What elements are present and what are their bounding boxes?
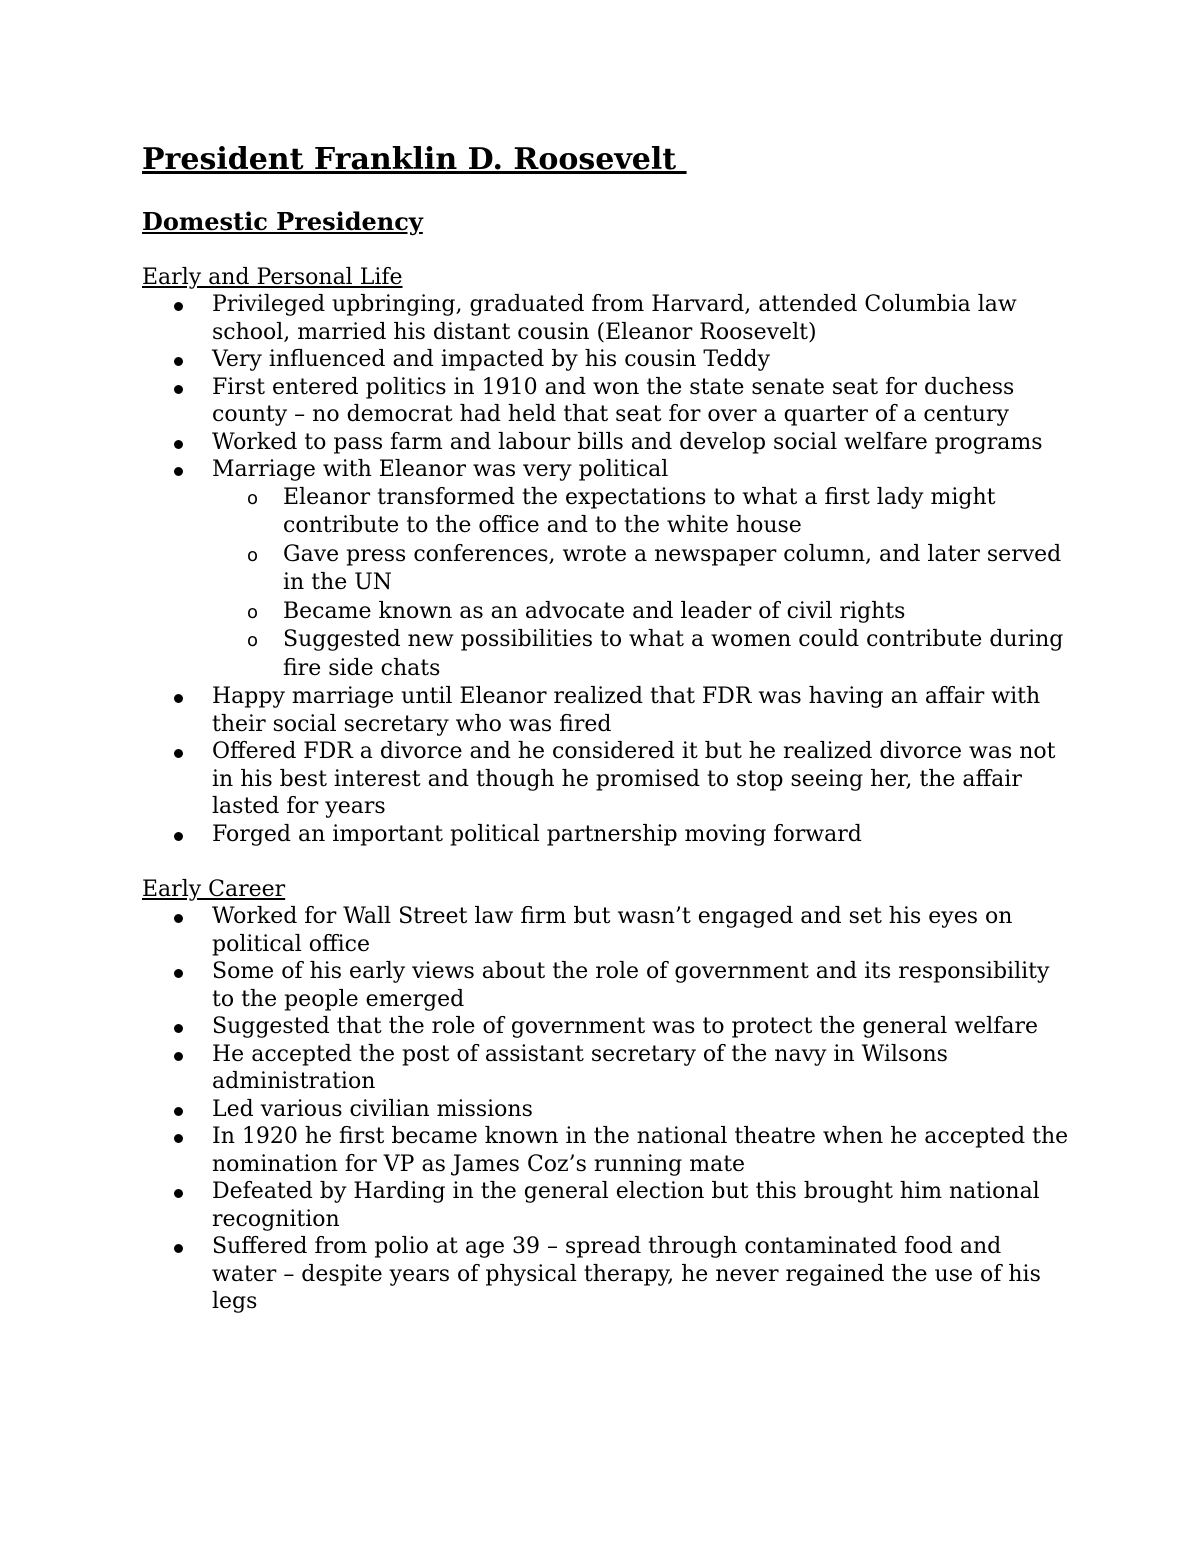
bullet-icon <box>174 302 183 311</box>
sub-list-item-text: Eleanor transformed the expectations to what a first lady might contribute to the office and to the white house <box>283 484 996 538</box>
list-item <box>142 291 1072 346</box>
circle-bullet-icon: o <box>247 601 259 623</box>
bullet-icon <box>174 1244 183 1253</box>
bullet-list <box>142 291 1072 848</box>
sub-list-item <box>142 598 1072 627</box>
list-item-text: Worked for Wall Street law firm but wasn’t engaged and set his eyes on political office <box>212 904 1013 957</box>
list-item-text: Some of his early views about the role of government and its responsibility to the people emerged <box>212 959 1050 1012</box>
bullet-icon <box>174 1189 183 1198</box>
list-item <box>142 374 1072 429</box>
list-item-text: Defeated by Harding in the general election but this brought him national recognition <box>212 1179 1040 1232</box>
list-item <box>142 821 1072 849</box>
bullet-icon <box>174 1134 183 1143</box>
circle-bullet-icon: o <box>247 630 259 651</box>
list-item <box>142 903 1072 958</box>
section-heading: Early Career <box>142 877 286 902</box>
page-title: President Franklin D. Roosevelt <box>142 142 687 177</box>
sub-list-item-text: Suggested new possibilities to what a women could contribute during fire side chats <box>283 627 1064 681</box>
list-item-text: Suffered from polio at age 39 – spread through contaminated food and water – despite years of physical therapy, he never regained the use of his legs <box>212 1234 1041 1314</box>
sections-container <box>142 264 1072 1316</box>
page-subtitle: Domestic Presidency <box>142 207 423 236</box>
list-item-text: Forged an important political partnership moving forward <box>212 821 862 847</box>
sub-bullet-list <box>212 484 1072 684</box>
list-item-text: Suggested that the role of government was to protect the general welfare <box>212 1014 1038 1039</box>
sub-list-item <box>142 626 1072 683</box>
section-heading: Early and Personal Life <box>142 265 403 290</box>
list-item <box>142 346 1072 374</box>
list-item <box>142 1013 1072 1041</box>
bullet-icon <box>174 1107 183 1116</box>
list-item-text: He accepted the post of assistant secretary of the navy in Wilsons administration <box>212 1041 948 1094</box>
document-page <box>142 140 1072 1316</box>
circle-bullet-icon: o <box>247 544 259 566</box>
list-item-text: First entered politics in 1910 and won the state senate seat for duchess county – no democrat had held that seat for over a quarter of a century <box>212 374 1015 427</box>
list-item <box>142 1123 1072 1178</box>
bullet-icon <box>174 749 183 758</box>
sub-list-item <box>142 541 1072 598</box>
list-item <box>142 1178 1072 1233</box>
bullet-icon <box>174 467 183 476</box>
list-item-text: Happy marriage until Eleanor realized that FDR was having an affair with their social secretary who was fired <box>212 684 1041 737</box>
list-item <box>142 429 1072 457</box>
list-item <box>142 1041 1072 1096</box>
sub-list-item-text: Became known as an advocate and leader of civil rights <box>283 598 906 624</box>
list-item-text: In 1920 he first became known in the national theatre when he accepted the nomination for VP as James Coz’s running mate <box>212 1124 1069 1177</box>
list-item-text: Offered FDR a divorce and he considered it but he realized divorce was not in his best interest and though he promised to stop seeing her, the affair lasted for years <box>212 739 1056 819</box>
bullet-icon <box>174 914 183 923</box>
bullet-icon <box>174 440 183 449</box>
sub-list-item-text: Gave press conferences, wrote a newspaper column, and later served in the UN <box>283 541 1062 595</box>
bullet-icon <box>174 385 183 394</box>
sub-list-item <box>142 484 1072 541</box>
bullet-icon <box>174 969 183 978</box>
bullet-icon <box>174 1024 183 1033</box>
circle-bullet-icon: o <box>247 487 259 509</box>
bullet-icon <box>174 694 183 703</box>
bullet-icon <box>174 357 183 366</box>
list-item <box>142 1096 1072 1124</box>
list-item <box>142 1233 1072 1316</box>
list-item <box>142 738 1072 821</box>
bullet-icon <box>174 1052 183 1061</box>
list-item-text: Very influenced and impacted by his cousin Teddy <box>212 347 770 372</box>
list-item-text: Marriage with Eleanor was very political <box>212 457 669 482</box>
list-item-text: Worked to pass farm and labour bills and develop social welfare programs <box>212 429 1043 455</box>
list-item-text: Led various civilian missions <box>212 1096 533 1122</box>
list-item-text: Privileged upbringing, graduated from Harvard, attended Columbia law school, married his distant cousin (Eleanor Roosevelt) <box>212 292 1017 345</box>
bullet-list <box>142 903 1072 1316</box>
bullet-icon <box>174 832 183 841</box>
list-item <box>142 683 1072 738</box>
list-item <box>142 456 1072 683</box>
list-item <box>142 958 1072 1013</box>
